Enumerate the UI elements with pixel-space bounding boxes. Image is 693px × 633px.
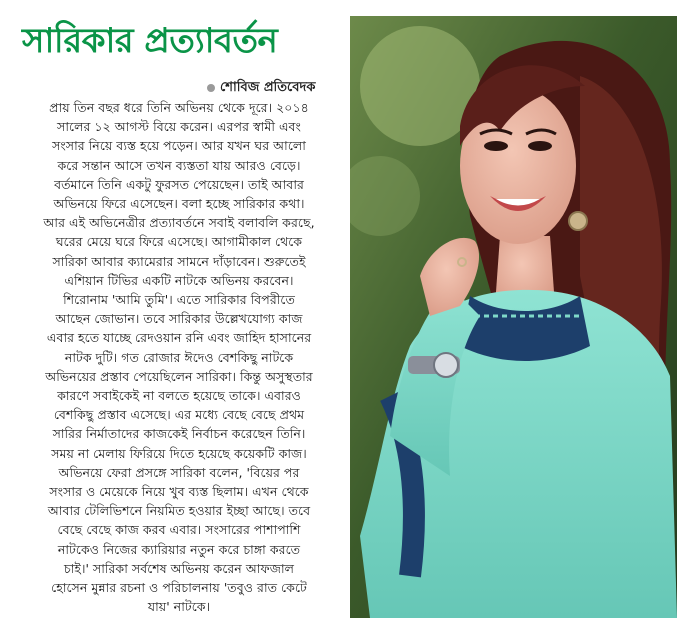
- article-line: আর এই অভিনেত্রীর প্রত্যাবর্তনে সবাই বলাবলি করছে,: [43, 215, 315, 231]
- article-line: সারিকা আবার ক্যামেরার সামনে দাঁড়াবেন। শুরুতেই: [52, 253, 306, 269]
- article-line: চাই।' সারিকা সর্বশেষ অভিনয় করেন আফজাল: [63, 560, 295, 576]
- article-line: ঘরের মেয়ে ঘরে ফিরে এসেছে। আগামীকাল থেকে: [55, 234, 303, 250]
- actress-photo: [350, 16, 677, 618]
- article-line: কারণে সবাইকেই না বলতে হয়েছে তাকে। এবারও: [57, 388, 301, 404]
- article-line: সংসার ও মেয়েকে নিয়ে খুব ব্যস্ত ছিলাম। এখন থেকে: [49, 484, 309, 500]
- article-line: আছেন জোভান। তবে সারিকার উল্লেখযোগ্য কাজ: [55, 311, 303, 327]
- article-line: বেশকিছু প্রস্তাব এসেছে। এর মধ্যে বেছে বেছে প্রথম: [53, 407, 305, 423]
- byline-text: শোবিজ প্রতিবেদক: [220, 80, 316, 95]
- article-line: অভিনয়ের প্রস্তাব পেয়েছিলেন সারিকা। কিন্তু অসুস্থতার: [45, 368, 313, 384]
- article-line: হোসেন মুন্নার রচনা ও পরিচালনায় 'তবুও রাত কেটে: [51, 580, 307, 596]
- article-line: করে সন্তান আসে তখন ব্যস্ততা যায় আরও বেড়ে।: [57, 157, 301, 173]
- article-line: অভিনয়ে ফেরা প্রসঙ্গে সারিকা বলেন, 'বিয়ের পর: [58, 464, 300, 480]
- article-line: যায়' নাটকে।: [147, 599, 211, 615]
- article-line: বর্তমানে তিনি একটু ফুরসত পেয়েছেন। তাই আবার: [54, 176, 304, 192]
- article-line: আবার টেলিভিশনে নিয়মিত হওয়ার ইচ্ছা আছে। তবে: [47, 503, 311, 519]
- article-line: সময় না মেলায় ফিরিয়ে দিতে হয়েছে কয়েকটি কাজ।: [51, 445, 307, 461]
- article-line: সালের ১২ আগস্ট বিয়ে করেন। এরপর স্বামী এবং: [57, 119, 301, 135]
- article-line: বেছে বেছে কাজ করব এবার। সংসারের পাশাপাশি: [57, 522, 301, 538]
- article-line: এবার হতে যাচ্ছে রেদওয়ান রনি এবং জাহিদ হাসানের: [46, 330, 312, 346]
- headline: সারিকার প্রত্যাবর্তন: [22, 21, 278, 61]
- bullet-icon: [207, 84, 215, 92]
- article-line: এশিয়ান টিভির একটি নাটকে অভিনয় করবেন।: [64, 272, 294, 288]
- article-body: [16, 98, 342, 616]
- article-line: নাটকেও নিজের ক্যারিয়ার নতুন করে চাঙ্গা করতে: [57, 541, 301, 557]
- byline: [207, 78, 315, 98]
- article-line: অভিনয়ে ফিরে এসেছেন। বলা হচ্ছে সারিকার কথা।: [53, 196, 305, 212]
- article-line: নাটক দুটি। গত রোজার ঈদেও বেশকিছু নাটকে: [64, 349, 294, 365]
- portrait-illustration: [350, 16, 677, 618]
- article-line: প্রায় তিন বছর ধরে তিনি অভিনয় থেকে দূরে। ২০১৪: [49, 100, 309, 115]
- article-line: সংসার নিয়ে ব্যস্ত হয়ে পড়েন। আর যখন ঘর আলো: [52, 138, 306, 154]
- article-line: সারির নির্মাতাদের কাজকেই নির্বাচন করেছেন তিনি।: [52, 426, 306, 442]
- article-line: শিরোনাম 'আমি তুমি'। এতে সারিকার বিপরীতে: [63, 292, 295, 308]
